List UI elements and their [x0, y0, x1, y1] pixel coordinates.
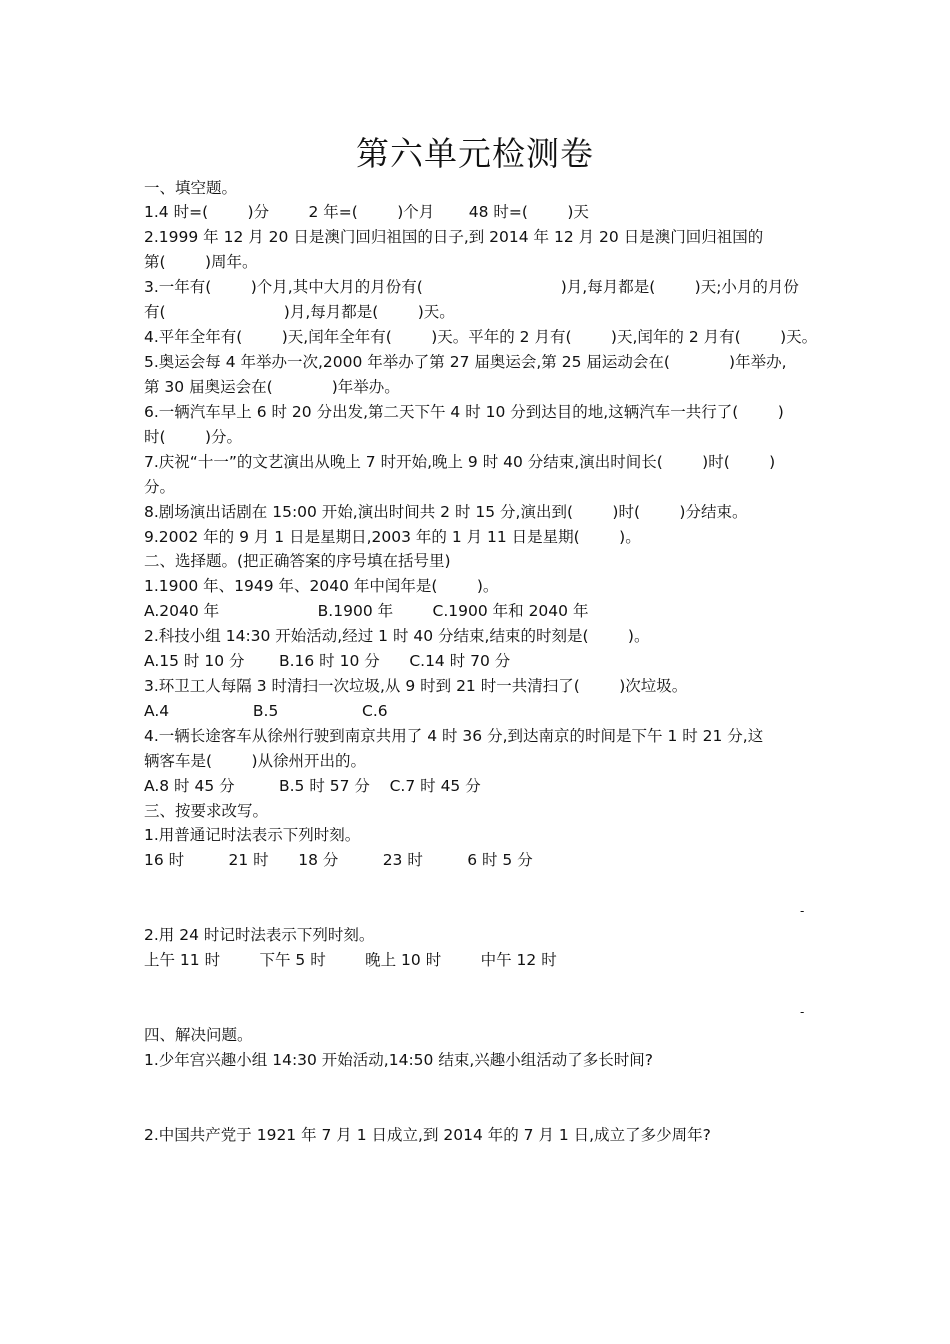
- section-heading-fill-blank: 一、填空题。: [144, 179, 238, 197]
- question-line: 1.少年宫兴趣小组 14:30 开始活动,14:50 结束,兴趣小组活动了多长时间?: [144, 1051, 653, 1069]
- answer-options: A.15 时 10 分 B.16 时 10 分 C.14 时 70 分: [144, 652, 511, 670]
- question-line: 上午 11 时 下午 5 时 晚上 10 时 中午 12 时: [144, 951, 557, 969]
- question-line: 9.2002 年的 9 月 1 日是星期日,2003 年的 1 月 11 日是星期( )。: [144, 528, 641, 546]
- question-line: 3.环卫工人每隔 3 时清扫一次垃圾,从 9 时到 21 时一共清扫了( )次垃圾。: [144, 677, 688, 695]
- question-line: 辆客车是( )从徐州开出的。: [144, 752, 367, 770]
- question-line: 1.4 时=( )分 2 年=( )个月 48 时=( )天: [144, 203, 589, 221]
- answer-options: A.2040 年 B.1900 年 C.1900 年和 2040 年: [144, 602, 589, 620]
- question-line: 5.奥运会每 4 年举办一次,2000 年举办了第 27 届奥运会,第 25 届运动会在( )年举办,: [144, 353, 787, 371]
- question-line: 2.科技小组 14:30 开始活动,经过 1 时 40 分结束,结束的时刻是( )。: [144, 627, 650, 645]
- answer-options: A.4 B.5 C.6: [144, 702, 388, 720]
- section-heading-problems: 四、解决问题。: [144, 1026, 253, 1044]
- dash-mark: -: [800, 904, 805, 918]
- question-line: 16 时 21 时 18 分 23 时 6 时 5 分: [144, 851, 533, 869]
- question-line: 有( )月,每月都是( )天。: [144, 303, 455, 321]
- question-line: 第 30 届奥运会在( )年举办。: [144, 378, 400, 396]
- section-heading-choice: 二、选择题。(把正确答案的序号填在括号里): [144, 552, 451, 570]
- question-line: 4.一辆长途客车从徐州行驶到南京共用了 4 时 36 分,到达南京的时间是下午 1 时 21 分,这: [144, 727, 764, 745]
- question-line: 第( )周年。: [144, 253, 258, 271]
- page-title: 第六单元检测卷: [356, 134, 594, 173]
- question-line: 2.用 24 时记时法表示下列时刻。: [144, 926, 375, 944]
- dash-mark: -: [800, 1005, 805, 1019]
- question-line: 4.平年全年有( )天,闰年全年有( )天。平年的 2 月有( )天,闰年的 2 月有( )天。: [144, 328, 818, 346]
- section-heading-rewrite: 三、按要求改写。: [144, 802, 269, 820]
- answer-options: A.8 时 45 分 B.5 时 57 分 C.7 时 45 分: [144, 777, 481, 795]
- question-line: 分。: [144, 478, 176, 496]
- question-line: 3.一年有( )个月,其中大月的月份有( )月,每月都是( )天;小月的月份: [144, 278, 799, 296]
- question-line: 2.1999 年 12 月 20 日是澳门回归祖国的日子,到 2014 年 12 月 20 日是澳门回归祖国的: [144, 228, 764, 246]
- question-line: 8.剧场演出话剧在 15:00 开始,演出时间共 2 时 15 分,演出到( )时( )分结束。: [144, 503, 748, 521]
- question-line: 1.1900 年、1949 年、2040 年中闰年是( )。: [144, 577, 499, 595]
- question-line: 时( )分。: [144, 428, 243, 446]
- question-line: 1.用普通记时法表示下列时刻。: [144, 826, 361, 844]
- question-line: 2.中国共产党于 1921 年 7 月 1 日成立,到 2014 年的 7 月 1 日,成立了多少周年?: [144, 1126, 711, 1144]
- question-line: 7.庆祝“十一”的文艺演出从晚上 7 时开始,晚上 9 时 40 分结束,演出时间长( )时( ): [144, 453, 776, 471]
- question-line: 6.一辆汽车早上 6 时 20 分出发,第二天下午 4 时 10 分到达目的地,这辆汽车一共行了( ): [144, 403, 784, 421]
